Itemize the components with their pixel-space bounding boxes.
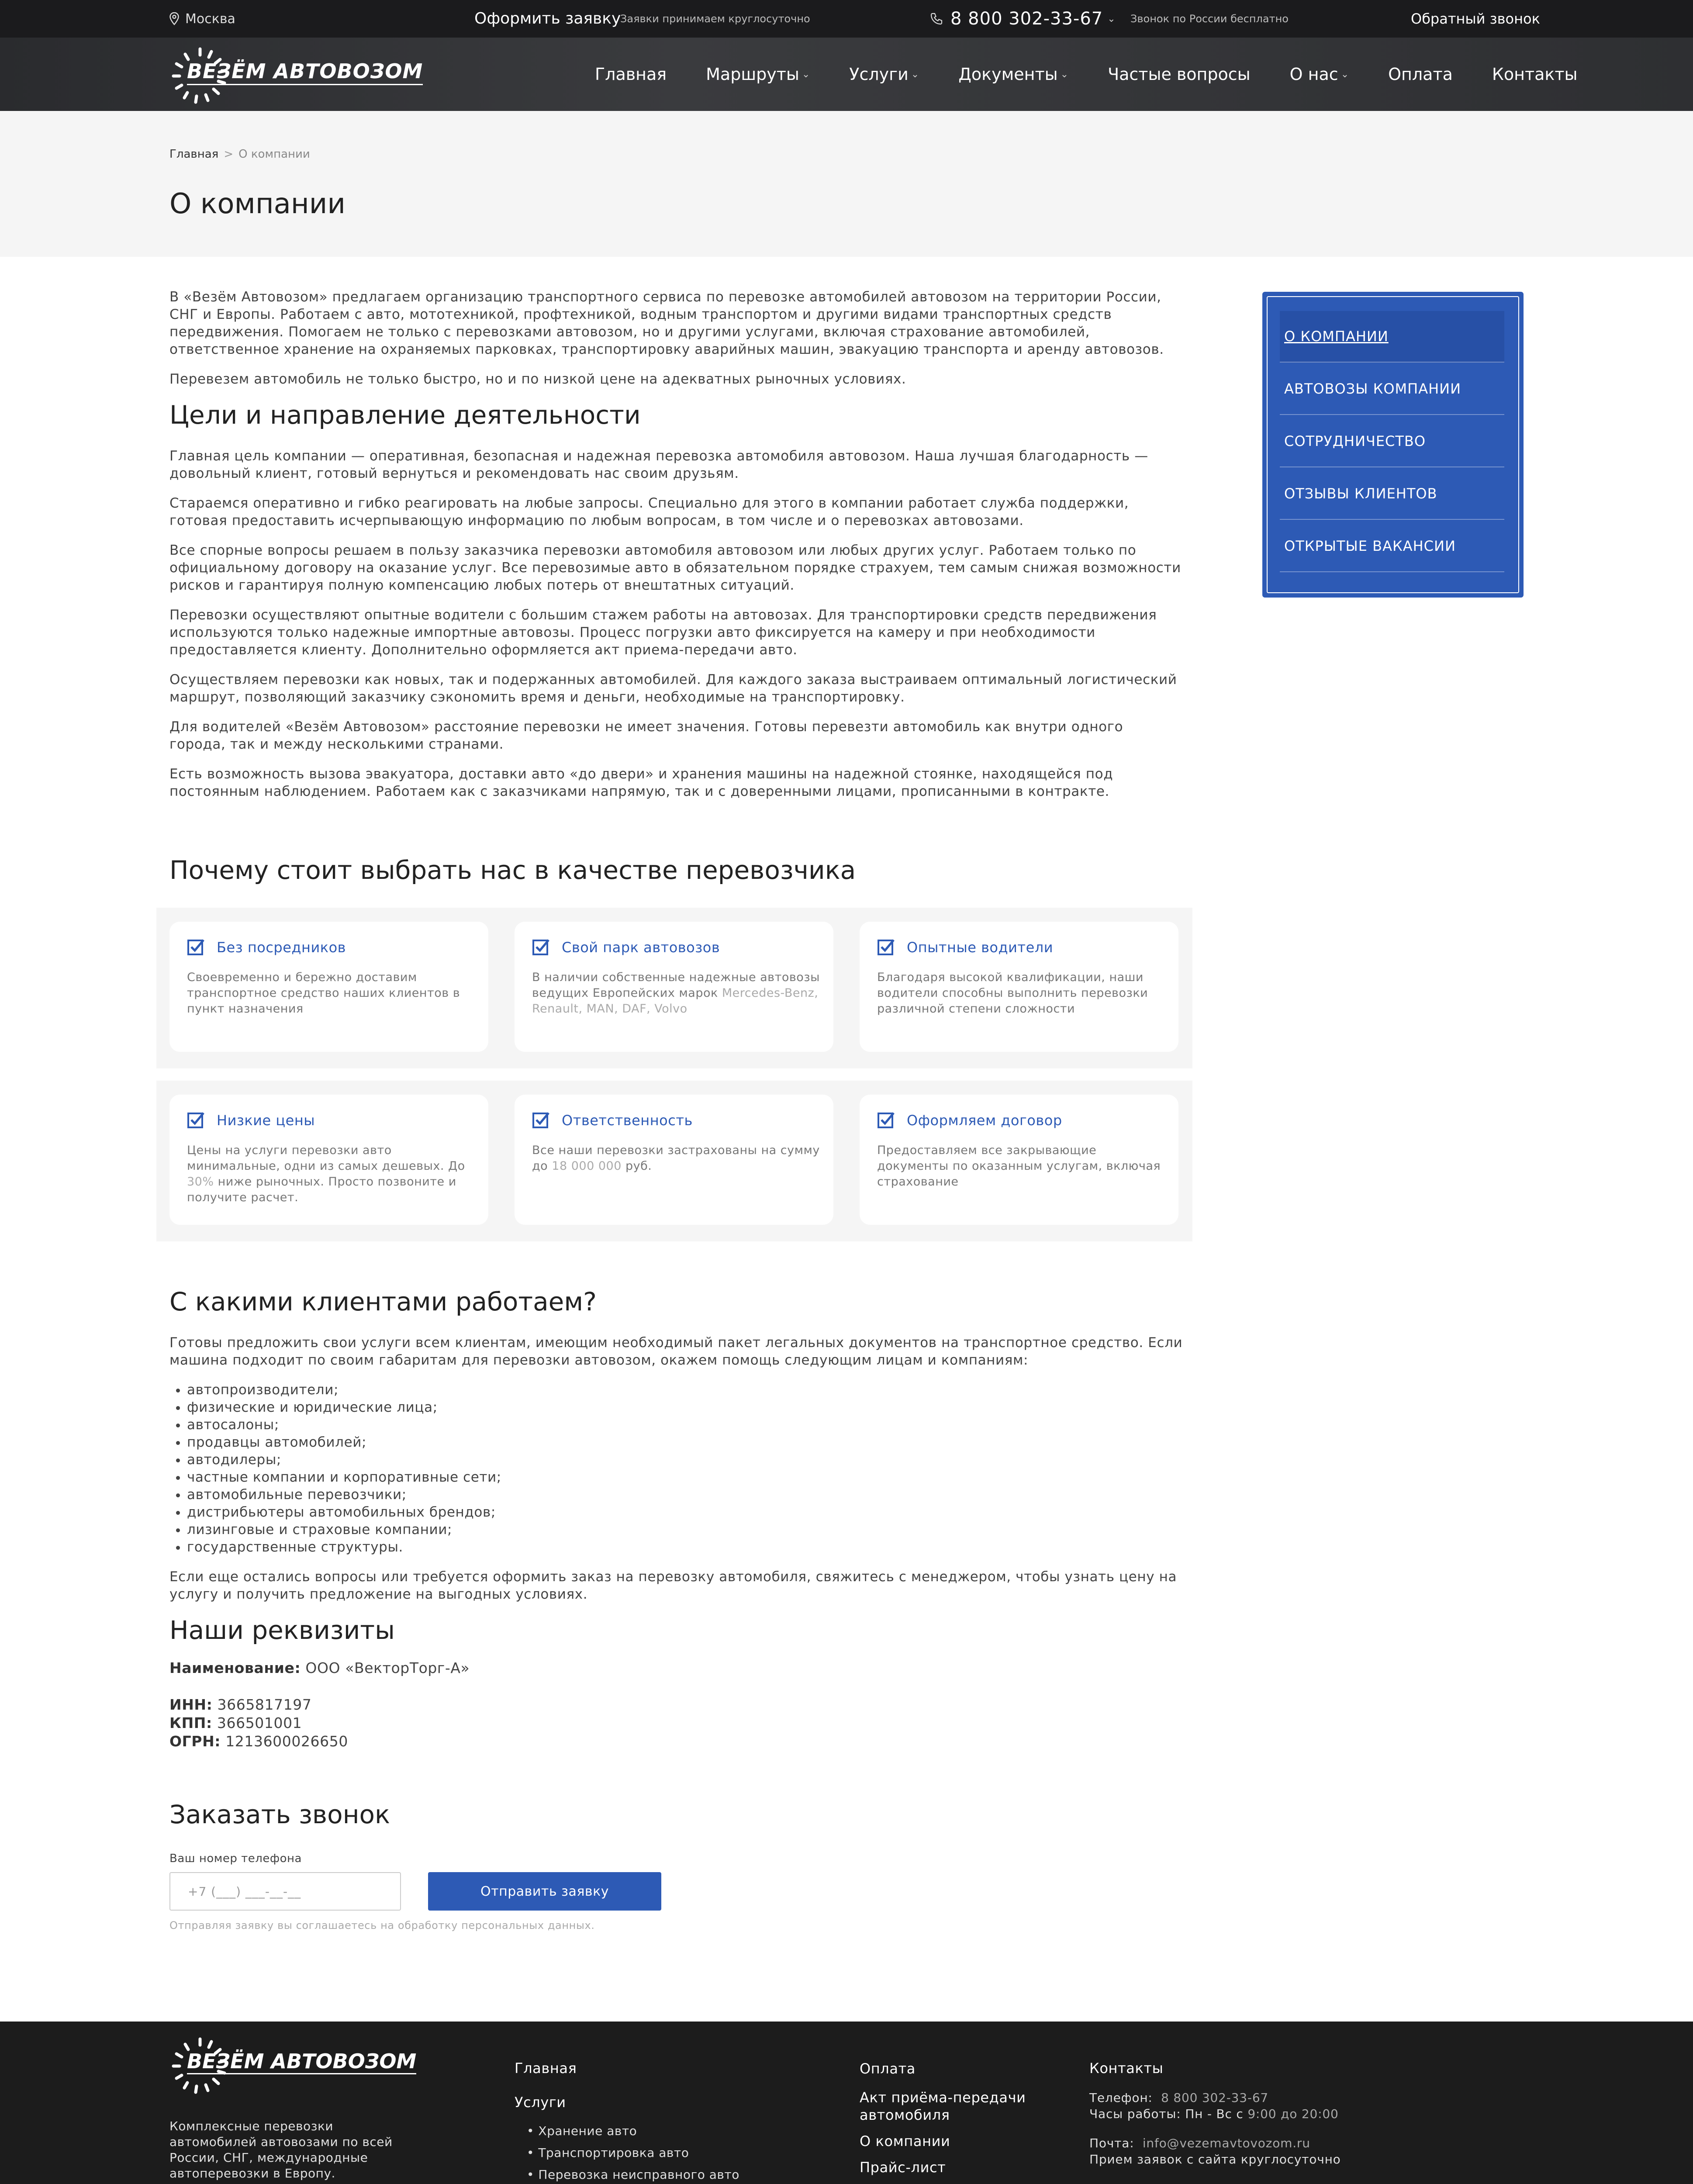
clients-list bbox=[169, 1381, 1183, 1556]
list-item: • продавцы автомобилей; bbox=[187, 1434, 1183, 1451]
top-bar bbox=[0, 0, 1693, 38]
feature-title: Ответственность bbox=[562, 1112, 693, 1129]
hours-label: Часы работы: Пн - Вс с bbox=[1089, 2107, 1248, 2121]
nav-item[interactable] bbox=[706, 65, 810, 84]
nav-item-label: Главная bbox=[595, 65, 667, 84]
header-phone[interactable] bbox=[929, 0, 1116, 38]
footer-link-services[interactable]: Услуги bbox=[515, 2094, 566, 2111]
nav-item[interactable] bbox=[849, 65, 919, 84]
clients-outro: Если еще остались вопросы или требуется оформить заказ на перевозку автомобиля, свяжитесь с менеджером, чтобы узнать цену на услугу и получить предложение на выгодных условиях. bbox=[169, 1569, 1177, 1602]
footer-contacts bbox=[1089, 2060, 1482, 2184]
goals-paragraph: Для водителей «Везём Автовозом» расстояние перевозки не имеет значения. Готовы перевезти автомобиль как внутри одного города, так и между несколькими странами. bbox=[169, 719, 1123, 752]
feature-card bbox=[169, 1095, 488, 1225]
main-nav bbox=[595, 38, 1617, 111]
goals-paragraph: Все спорные вопросы решаем в пользу заказчика перевозки автомобиля автовозом или любых других услуг. Работаем только по официальному договору на оказание услуг. Все перевозимые авто в обязательном порядке страхуем, тем самым снижая возможности рисков и гарантируя полную компенсацию любых потерь от внештатных ситуаций. bbox=[169, 543, 1181, 593]
footer-column-services bbox=[515, 2060, 739, 2184]
phone-note: Звонок по России бесплатно bbox=[1130, 13, 1289, 25]
footer-link-price[interactable]: Прайс-лист bbox=[860, 2159, 946, 2176]
city-name: Москва bbox=[185, 11, 235, 27]
requisite-label: Наименование: bbox=[169, 1659, 301, 1676]
nav-item-label: Маршруты bbox=[706, 65, 799, 84]
footer-link-act[interactable]: Акт приёма-передачи автомобиля bbox=[860, 2089, 1026, 2123]
feature-text bbox=[187, 1143, 475, 1206]
checkbox-icon bbox=[187, 938, 205, 957]
list-item: • государственные структуры. bbox=[187, 1538, 1183, 1556]
footer-link-home[interactable]: Главная bbox=[515, 2060, 577, 2077]
nav-item[interactable] bbox=[1388, 65, 1453, 84]
clients-heading: С какими клиентами работаем? bbox=[169, 1287, 597, 1317]
footer-service-label: Хранение авто bbox=[538, 2124, 637, 2138]
location-pin-icon bbox=[169, 12, 179, 25]
breadcrumb-current: О компании bbox=[238, 148, 310, 161]
logo-text: ВЕЗЁМ АВТОВОЗОМ bbox=[187, 2049, 416, 2074]
footer-service-link[interactable]: • Перевозка неисправного авто bbox=[527, 2167, 739, 2182]
checkbox-icon bbox=[532, 938, 550, 957]
phone-number: 8 800 302-33-67 bbox=[950, 9, 1103, 29]
phone-label: Телефон: bbox=[1089, 2091, 1153, 2105]
checkbox-icon bbox=[532, 1111, 550, 1130]
page-title: О компании bbox=[169, 188, 346, 220]
feature-text bbox=[532, 970, 820, 1017]
feature-text bbox=[532, 1143, 820, 1174]
logo-text: ВЕЗЁМ АВТОВОЗОМ bbox=[187, 59, 423, 85]
city-selector[interactable] bbox=[169, 0, 235, 38]
sidebar-item-about[interactable]: О КОМПАНИИ bbox=[1280, 311, 1504, 363]
feature-text: Благодаря высокой квалификации, наши водители способны выполнить перевозки различной степени сложности bbox=[877, 971, 1148, 1016]
chevron-down-icon: ⌄ bbox=[1341, 69, 1349, 80]
feature-text-highlight: 30% bbox=[187, 1175, 214, 1189]
feature-text-main: руб. bbox=[621, 1159, 652, 1173]
feature-card bbox=[515, 1095, 833, 1225]
contacts-hours bbox=[1089, 2107, 1482, 2121]
footer-service-link[interactable]: • Транспортировка авто bbox=[527, 2146, 689, 2160]
nav-item[interactable] bbox=[1290, 65, 1349, 84]
nav-item-label: Частые вопросы bbox=[1108, 65, 1251, 84]
footer-description: Комплексные перевозки автомобилей автовозами по всей России, СНГ, международные автоперевозки в Европу. bbox=[169, 2119, 393, 2181]
checkbox-icon bbox=[877, 938, 895, 957]
footer-mail-link[interactable]: info@vezemavtovozom.ru bbox=[1142, 2136, 1310, 2150]
feature-text-main: Цены на услуги перевозки авто минимальные, одни из самых дешевых. До bbox=[187, 1144, 465, 1173]
footer-service-link[interactable]: • Хранение авто bbox=[527, 2124, 637, 2138]
list-item: • лизинговые и страховые компании; bbox=[187, 1521, 1183, 1538]
why-heading: Почему стоит выбрать нас в качестве перевозчика bbox=[169, 855, 856, 885]
mail-label: Почта: bbox=[1089, 2136, 1134, 2150]
sidebar-item-vacancies[interactable]: ОТКРЫТЫЕ ВАКАНСИИ bbox=[1280, 521, 1504, 572]
footer-logo[interactable] bbox=[169, 2035, 417, 2097]
contacts-title: Контакты bbox=[1089, 2060, 1164, 2077]
chevron-down-icon: ⌄ bbox=[1060, 69, 1069, 80]
feature-text-highlight: 18 000 000 bbox=[552, 1159, 622, 1173]
breadcrumb-home[interactable]: Главная bbox=[169, 148, 219, 161]
footer-link-payment[interactable]: Оплата bbox=[860, 2060, 916, 2077]
checkbox-icon bbox=[877, 1111, 895, 1130]
chevron-down-icon: ⌄ bbox=[802, 69, 810, 80]
requisite-inn bbox=[169, 1696, 1183, 1714]
feature-text-brands: Mercedes-Benz, Renault, MAN, DAF, Volvo bbox=[532, 986, 819, 1016]
feature-text: Своевременно и бережно доставим транспортное средство наших клиентов в пункт назначения bbox=[187, 971, 460, 1016]
feature-text: Предоставляем все закрывающие документы по оказанным услугам, включая страхование bbox=[877, 1144, 1161, 1189]
nav-item[interactable] bbox=[1108, 65, 1251, 84]
logo[interactable] bbox=[169, 45, 423, 107]
page-header bbox=[0, 111, 1693, 257]
feature-card bbox=[860, 1095, 1178, 1225]
phone-input[interactable]: +7 (___) ___-__-__ bbox=[169, 1872, 401, 1911]
requisite-value: 3665817197 bbox=[217, 1696, 312, 1713]
requisite-kpp bbox=[169, 1714, 1183, 1732]
feature-card bbox=[515, 922, 833, 1052]
requisite-ogrn bbox=[169, 1732, 1183, 1751]
requisites-heading: Наши реквизиты bbox=[169, 1615, 395, 1645]
requisite-name bbox=[169, 1659, 1183, 1677]
feature-title: Оформляем договор bbox=[907, 1112, 1062, 1129]
nav-item[interactable] bbox=[958, 65, 1068, 84]
feature-text-main: Все наши перевозки застрахованы на сумму до bbox=[532, 1144, 820, 1173]
phone-icon bbox=[929, 12, 943, 26]
feature-title: Низкие цены bbox=[217, 1112, 315, 1129]
main-content bbox=[169, 288, 1183, 812]
goals-paragraph: Стараемся оперативно и гибко реагировать на любые запросы. Специально для этого в компании работает служба поддержки, готовая предоставить исчерпывающую информацию по любым вопросам, в том числе и о перевозках автовозами. bbox=[169, 495, 1129, 529]
footer-service-label: Перевозка неисправного авто bbox=[538, 2167, 739, 2182]
list-item: • автопроизводители; bbox=[187, 1381, 1183, 1399]
submit-button[interactable]: Отправить заявку bbox=[428, 1872, 661, 1911]
nav-item-label: Контакты bbox=[1492, 65, 1578, 84]
clients-section bbox=[169, 1287, 1183, 1751]
list-item: • автодилеры; bbox=[187, 1451, 1183, 1469]
requisite-label: КПП: bbox=[169, 1714, 212, 1731]
checkbox-icon bbox=[187, 1111, 205, 1130]
phone-field-label: Ваш номер телефона bbox=[169, 1852, 302, 1865]
nav-item-label: Услуги bbox=[849, 65, 909, 84]
list-item: • автосалоны; bbox=[187, 1416, 1183, 1434]
requisite-value: ООО «ВекторТорг-А» bbox=[305, 1659, 470, 1676]
feature-title: Свой парк автовозов bbox=[562, 939, 720, 956]
nav-item[interactable] bbox=[595, 65, 667, 84]
sidebar-item-reviews[interactable]: ОТЗЫВЫ КЛИЕНТОВ bbox=[1280, 468, 1504, 520]
footer-link-about[interactable]: О компании bbox=[860, 2133, 950, 2149]
feature-card bbox=[169, 922, 488, 1052]
nav-item-label: О нас bbox=[1289, 65, 1338, 84]
requisite-label: ИНН: bbox=[169, 1696, 213, 1713]
consent-note: Отправляя заявку вы соглашаетесь на обработку персональных данных. bbox=[169, 1919, 595, 1932]
goals-paragraph: Главная цель компании — оперативная, безопасная и надежная перевозка автомобиля автовозом. Наша лучшая благодарность — довольный клиент, готовый вернуться и рекомендовать нас своим друзьям. bbox=[169, 448, 1148, 481]
feature-title: Без посредников bbox=[217, 939, 346, 956]
contacts-phone bbox=[1089, 2091, 1482, 2105]
breadcrumb bbox=[169, 148, 310, 161]
list-item: • автомобильные перевозчики; bbox=[187, 1486, 1183, 1503]
contacts-mail-note: Прием заявок с сайта круглосуточно bbox=[1089, 2152, 1341, 2167]
list-item: • физические и юридические лица; bbox=[187, 1399, 1183, 1416]
requisite-label: ОГРН: bbox=[169, 1733, 221, 1750]
feature-card bbox=[860, 922, 1178, 1052]
list-item: • дистрибьютеры автомобильных брендов; bbox=[187, 1503, 1183, 1521]
goals-paragraph: Перевозки осуществляют опытные водители с большим стажем работы на автовозах. Для транспортировки средств передвижения используются только надежные импортные автовозы. Процесс погрузки авто фиксируется на камеру и при необходимости предоставляется клиенту. Дополнительно оформляется акт приема-передачи авто. bbox=[169, 607, 1157, 658]
list-item: • частные компании и корпоративные сети; bbox=[187, 1469, 1183, 1486]
callback-heading: Заказать звонок bbox=[169, 1800, 390, 1829]
callback-link[interactable]: Обратный звонок bbox=[1411, 0, 1540, 38]
footer-services-list bbox=[515, 2120, 739, 2184]
footer-service-label: Транспортировка авто bbox=[538, 2146, 689, 2160]
requisite-value: 1213600026650 bbox=[225, 1733, 348, 1750]
intro-paragraph: Перевезем автомобиль не только быстро, но и по низкой цене на адекватных рыночных условиях. bbox=[169, 371, 906, 387]
contacts-mail bbox=[1089, 2136, 1482, 2150]
breadcrumb-separator: > bbox=[224, 148, 234, 161]
sidebar-item-trucks[interactable]: АВТОВОЗЫ КОМПАНИИ bbox=[1280, 363, 1504, 415]
nav-item-label: Документы bbox=[958, 65, 1058, 84]
order-note: Заявки принимаем круглосуточно bbox=[620, 13, 810, 25]
goals-paragraph: Осуществляем перевозки как новых, так и подержанных автомобилей. Для каждого заказа выстраиваем оптимальный логистический маршрут, позволяющий заказчику сэкономить время и деньги, необходимые на транспортировку. bbox=[169, 672, 1177, 705]
feature-text-main: ниже рыночных. Просто позвоните и получите расчет. bbox=[187, 1175, 456, 1204]
sidebar-menu bbox=[1262, 292, 1524, 598]
order-link[interactable]: Оформить заявку bbox=[474, 0, 621, 38]
clients-intro: Готовы предложить свои услуги всем клиентам, имеющим необходимый пакет легальных документов на транспортное средство. Если машина подходит по своим габаритам для перевозки автовозом, окажем помощь следующим лицам и компаниям: bbox=[169, 1335, 1183, 1368]
footer-column-info bbox=[860, 2060, 1052, 2184]
goals-heading: Цели и направление деятельности bbox=[169, 400, 641, 430]
hours-value: 9:00 до 20:00 bbox=[1247, 2107, 1339, 2121]
nav-item[interactable] bbox=[1492, 65, 1578, 84]
feature-title: Опытные водители bbox=[907, 939, 1053, 956]
nav-item-label: Оплата bbox=[1388, 65, 1453, 84]
intro-paragraph: В «Везём Автовозом» предлагаем организацию транспортного сервиса по перевозке автомобилей автовозом на территории России, СНГ и Европы. Работаем с авто, мототехникой, профтехникой, водным транспортом и другими видами транспортных средств передвижения. Помогаем не только с перевозками автовозом, но и другими услугами, включая страхование автомобилей, ответственное хранение на охраняемых парковках, транспортировку аварийных машин, эвакуацию транспорта и аренду автовозов. bbox=[169, 289, 1164, 357]
footer-phone-link[interactable]: 8 800 302-33-67 bbox=[1161, 2091, 1269, 2105]
requisite-value: 366501001 bbox=[217, 1714, 302, 1731]
chevron-down-icon: ⌄ bbox=[911, 69, 919, 80]
chevron-down-icon: ⌄ bbox=[1107, 13, 1116, 24]
feature-text-main: В наличии собственные надежные автовозы ведущих Европейских марок bbox=[532, 971, 820, 1000]
goals-paragraph: Есть возможность вызова эвакуатора, доставки авто «до двери» и хранения машины на надежной стоянке, находящейся под постоянным наблюдением. Работаем как с заказчиками напрямую, так и с доверенными лицами, прописанными в контракте. bbox=[169, 766, 1113, 799]
sidebar-item-partnership[interactable]: СОТРУДНИЧЕСТВО bbox=[1280, 416, 1504, 467]
